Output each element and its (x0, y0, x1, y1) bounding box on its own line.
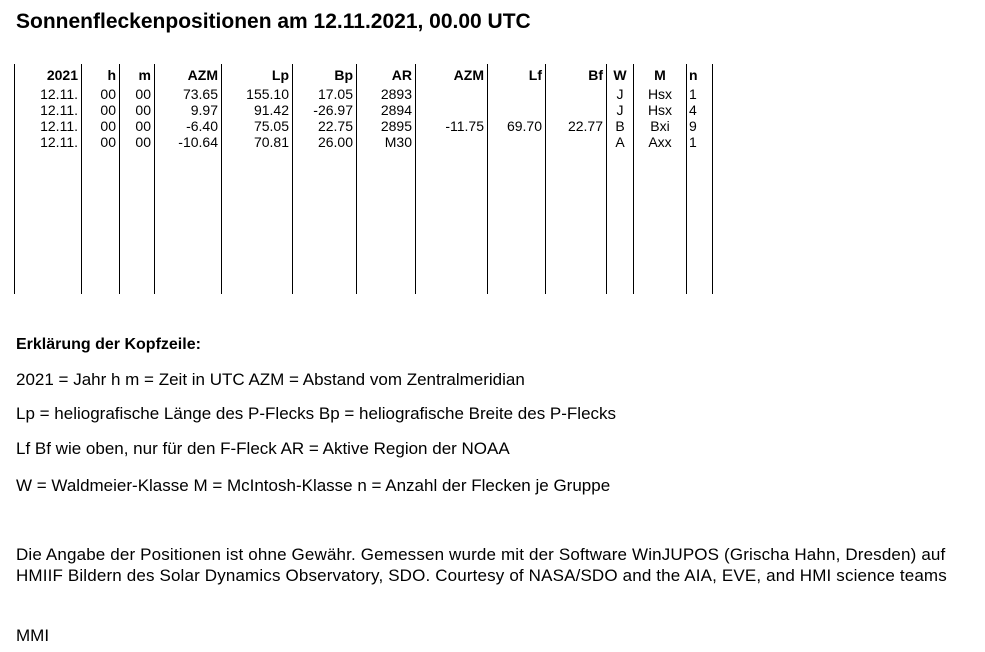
column-minute (119, 64, 154, 294)
table-cell: 12.11. (40, 118, 78, 134)
table-cell: A (615, 134, 625, 150)
column-ar (356, 64, 415, 294)
table-cell: 2895 (380, 118, 412, 134)
column-lf (487, 64, 545, 294)
table-cell: 9.97 (190, 102, 218, 118)
legend-line-time: 2021 = Jahr h m = Zeit in UTC AZM = Abstand vom Zentralmeridian (16, 370, 525, 389)
column-header: 2021 (46, 67, 78, 83)
signature: MMI (16, 626, 50, 645)
legend-line-p-fleck: Lp = heliografische Länge des P-Flecks Bp = heliografische Breite des P-Flecks (16, 404, 617, 423)
table-cell: 00 (135, 86, 151, 102)
table-cell: -10.64 (178, 134, 218, 150)
column-header: W (613, 67, 627, 83)
column-header: m (138, 67, 151, 83)
table-cell (488, 134, 542, 150)
table-cell: 9 (689, 118, 697, 134)
column-header: M (654, 67, 666, 83)
table-cell: 1 (689, 86, 697, 102)
disclaimer-text: Die Angabe der Positionen ist ohne Gewähr. Gemessen wurde mit der Software WinJUPOS (Grischa Hahn, Dresden) auf HMIIF Bildern des Solar Dynamics Observatory, SDO. Courtesy of NASA/SDO and the AIA, EVE, and HMI science teams (16, 545, 947, 585)
column-header: AR (391, 67, 412, 83)
page-title: Sonnenfleckenpositionen am 12.11.2021, 00.00 UTC (16, 10, 531, 33)
table-cell: 00 (100, 102, 116, 118)
table-cell: Bxi (650, 118, 670, 134)
table-cell (416, 86, 484, 102)
table-cell (546, 134, 603, 150)
column-azm-p (154, 64, 221, 294)
table-cell: 00 (135, 134, 151, 150)
table-cell: 00 (100, 86, 116, 102)
table-cell: 1 (689, 134, 697, 150)
table-cell: -26.97 (313, 102, 353, 118)
column-count (686, 64, 713, 294)
column-header: Bf (588, 67, 603, 83)
table-cell (488, 86, 542, 102)
table-cell: 75.05 (253, 118, 289, 134)
legend-line-classes: W = Waldmeier-Klasse M = McIntosh-Klasse n = Anzahl der Flecken je Gruppe (16, 476, 611, 495)
column-header: Lf (528, 67, 542, 83)
table-cell (488, 102, 542, 118)
table-cell: 00 (100, 134, 116, 150)
table-cell: Axx (648, 134, 672, 150)
table-cell: Hsx (647, 86, 673, 102)
table-cell: 26.00 (317, 134, 353, 150)
table-cell: -11.75 (445, 118, 484, 134)
table-cell: M30 (384, 134, 412, 150)
table-cell: 70.81 (253, 134, 289, 150)
table-cell (546, 102, 603, 118)
column-header: h (107, 67, 116, 83)
table-cell: 22.75 (317, 118, 353, 134)
column-bf (545, 64, 606, 294)
column-header: Bp (334, 67, 353, 83)
column-header: AZM (187, 67, 218, 83)
column-bp (292, 64, 356, 294)
column-date (14, 64, 81, 294)
column-mcintosh (633, 64, 686, 294)
column-header: n (689, 67, 698, 83)
table-cell (416, 134, 484, 150)
table-cell: J (616, 86, 624, 102)
table-cell: 2893 (380, 86, 412, 102)
table-cell: -6.40 (186, 118, 218, 134)
table-cell: 155.10 (246, 86, 289, 102)
table-cell: 00 (135, 102, 151, 118)
table-cell: 22.77 (567, 118, 603, 134)
table-cell: Hsx (647, 102, 673, 118)
table-cell (546, 86, 603, 102)
table-cell: 69.70 (506, 118, 542, 134)
table-cell (416, 102, 484, 118)
legend-heading: Erklärung der Kopfzeile: (16, 336, 201, 353)
column-header: AZM (453, 67, 484, 83)
table-cell: 91.42 (253, 102, 289, 118)
table-cell: 73.65 (182, 86, 218, 102)
column-header: Lp (271, 67, 289, 83)
table-cell: 17.05 (317, 86, 353, 102)
legend-line-f-fleck: Lf Bf wie oben, nur für den F-Fleck AR = Aktive Region der NOAA (16, 439, 510, 458)
table-cell: B (615, 118, 625, 134)
table-cell: 12.11. (40, 102, 78, 118)
table-cell: J (616, 102, 624, 118)
column-hour (81, 64, 119, 294)
table-cell: 12.11. (40, 134, 78, 150)
table-cell: 00 (135, 118, 151, 134)
table-cell: 2894 (380, 102, 412, 118)
column-waldmeier (606, 64, 633, 294)
column-azm-f (415, 64, 487, 294)
table-cell: 12.11. (40, 86, 78, 102)
table-cell: 4 (689, 102, 697, 118)
column-lp (221, 64, 292, 294)
table-cell: 00 (100, 118, 116, 134)
